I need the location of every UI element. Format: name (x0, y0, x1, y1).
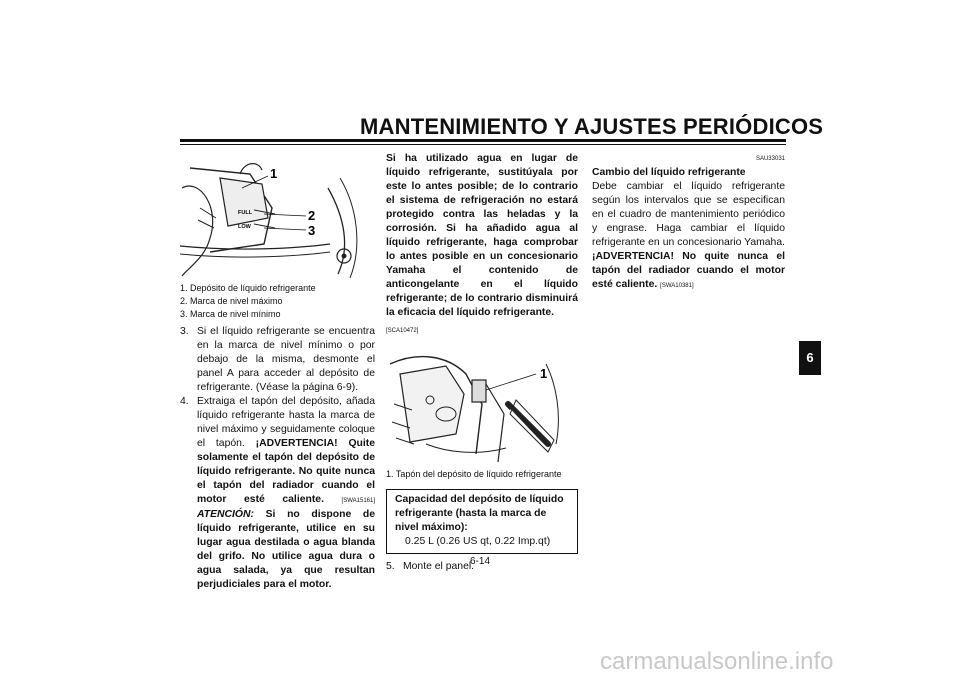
column-right (592, 152, 785, 293)
section-heading: Cambio del líquido refrigerante (592, 167, 746, 178)
section-body (592, 180, 785, 293)
caution-text: Si ha utilizado agua en lugar de líquido refrigerante, sustitúyala por este lo antes posible; de lo contrario el sistema de refrigeración no estará protegido contra las heladas y la corrosión. Si ha añadido agua al líquido refrigerante, haga comprobar lo antes posible en un concesionario Yamaha el contenido de anticongelante en el líquido refrigerante; de lo contrario disminuirá la eficacia del líquido refrigerante. (386, 153, 578, 318)
section-ref: SAU33031 (755, 156, 785, 162)
step-5-text: Monte el panel. (403, 561, 475, 572)
reservoir-cap-illustration (386, 344, 571, 468)
section-warning: ¡ADVERTENCIA! No quite nunca el tapón del radiador cuando el motor esté caliente. (592, 251, 785, 290)
coolant-reservoir-illustration (180, 148, 365, 280)
page-number: 6-14 (469, 556, 490, 567)
watermark: carmanualsonline.info (600, 648, 834, 675)
step-4-number: 4. (180, 396, 189, 407)
page-title: MANTENIMIENTO Y AJUSTES PERIÓDICOS (360, 114, 824, 139)
figure-captions (180, 282, 375, 321)
caption-2: 2. Marca de nivel máximo (180, 296, 283, 306)
callout-1: 1 (540, 366, 548, 381)
gauge-low-label: LOW (238, 224, 251, 230)
step-4-text: Extraiga el tapón del depósito, añada líquido refrigerante hasta la marca de nivel máximo y seguidamente coloque el tapón. (197, 396, 375, 449)
step-5-number: 5. (386, 561, 395, 572)
caption-3: 3. Marca de nivel mínimo (180, 309, 281, 319)
title-rule (180, 139, 786, 142)
step-3-number: 3. (180, 326, 189, 337)
capacity-box (386, 489, 578, 554)
step-3 (180, 325, 375, 395)
figure-caption: 1. Tapón del depósito de líquido refrigerante (386, 469, 562, 479)
caution-ref: [SCA10472] (386, 328, 419, 334)
caption-1: 1. Depósito de líquido refrigerante (180, 283, 316, 293)
step-4 (180, 395, 375, 592)
reservoir-cap-figure (386, 344, 571, 468)
gauge-full-label: FULL (238, 210, 253, 216)
chapter-tab: 6 (799, 341, 821, 375)
title-rule-thin (180, 144, 786, 145)
callout-3: 3 (308, 223, 316, 238)
capacity-value: 0.25 L (0.26 US qt, 0.22 Imp.qt) (405, 536, 551, 547)
column-middle (386, 152, 578, 574)
coolant-reservoir-figure (180, 148, 365, 280)
section-body-text: Debe cambiar el líquido refrigerante según los intervalos que se especifican en el cuadro de mantenimiento periódico y engrase. Haga cambiar el líquido refrigerante en un concesionario Yamaha. (592, 181, 785, 248)
attention-label: ATENCIÓN: (197, 509, 254, 520)
step-3-text: Si el líquido refrigerante se encuentra en la marca de nivel mínimo o por debajo de la misma, desmonte el panel A para acceder al depósito de refrigerante. (Véase la página 6-9). (197, 326, 375, 393)
attention-text: Si no dispone de líquido refrigerante, utilice en su lugar agua destilada o agua blanda del grifo. No utilice agua dura o agua salada, ya que resultan perjudiciales para el motor. (197, 509, 376, 590)
column-left (180, 148, 375, 592)
callout-2: 2 (308, 208, 316, 223)
step-4-warning-ref: [SWA15161] (341, 498, 376, 504)
callout-1: 1 (270, 166, 278, 181)
step-4-warning: ¡ADVERTENCIA! Quite solamente el tapón del depósito de líquido refrigerante. No quite nunca el tapón del radiador cuando el motor esté caliente. (197, 438, 375, 505)
capacity-title: Capacidad del depósito de líquido refrigerante (hasta la marca de nivel máximo): (395, 494, 564, 533)
section-warning-ref: [SWA10381] (660, 283, 694, 289)
